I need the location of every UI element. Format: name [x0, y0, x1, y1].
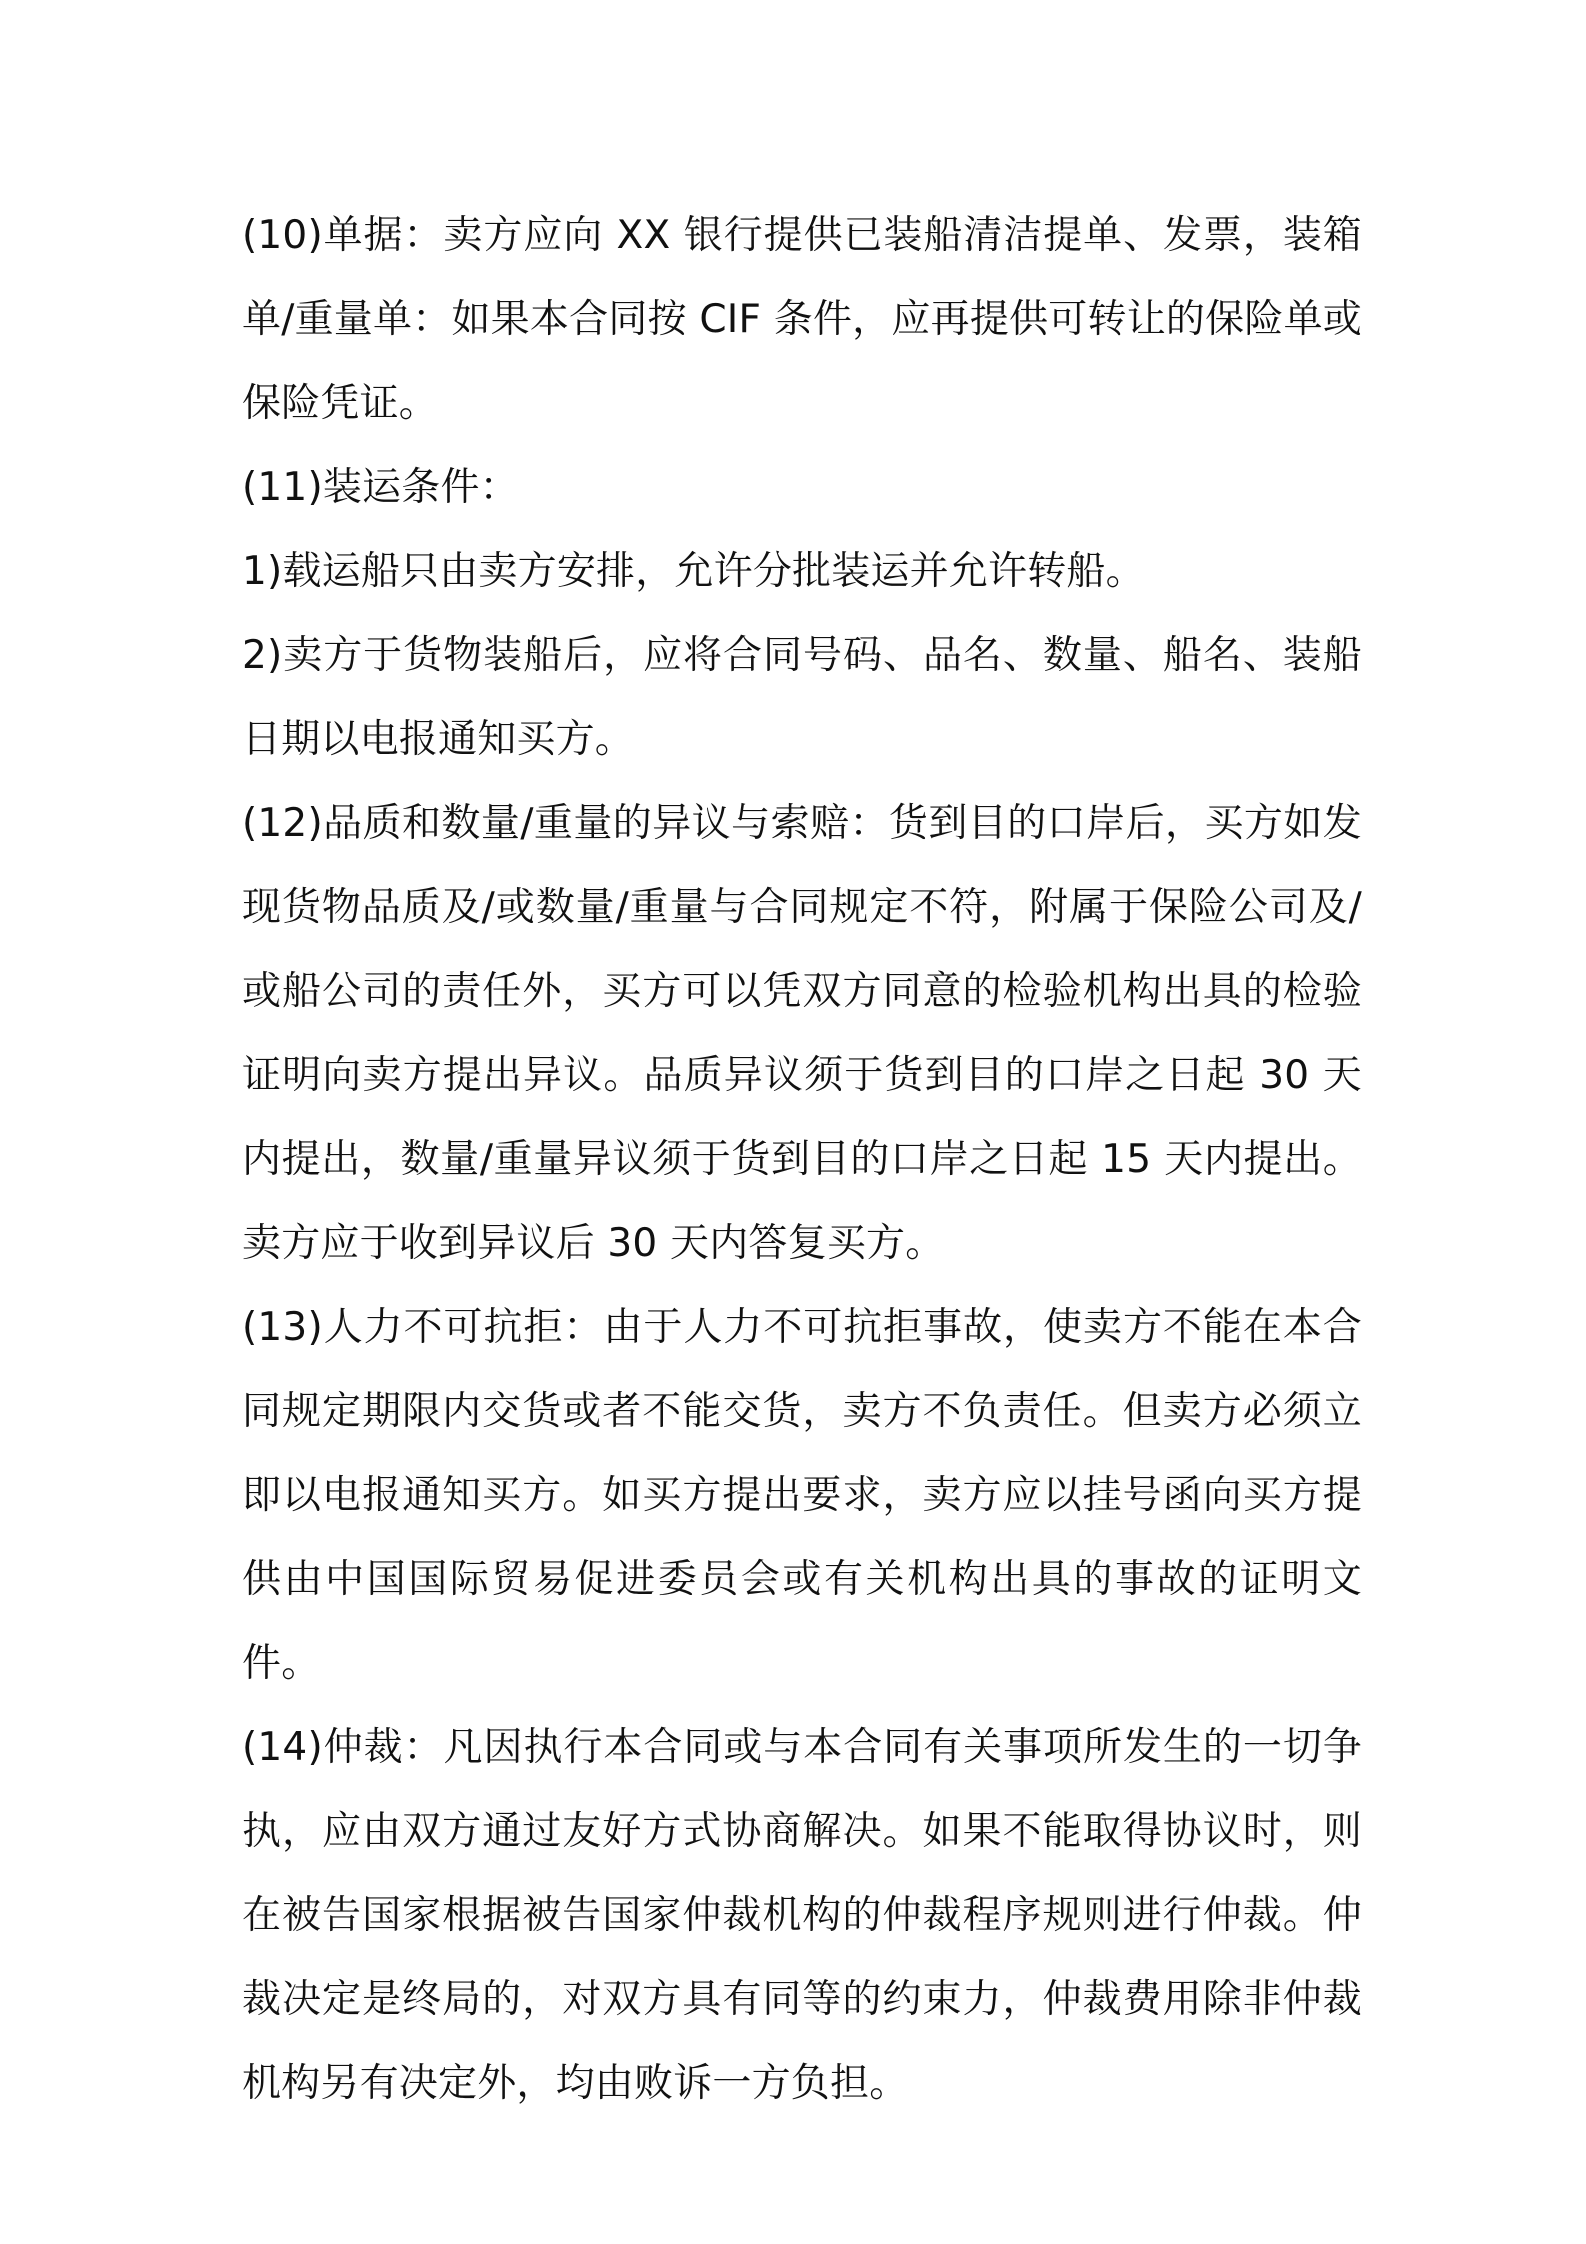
paragraph-quality-claims: (12)品质和数量/重量的异议与索赔：货到目的口岸后，买方如发现货物品质及/或数量/重量与合同规定不符，附属于保险公司及/或船公司的责任外，买方可以凭双方同意的检验机构出具的检验证明向卖方提出异议。品质异议须于货到目的口岸之日起 30 天内提出，数量/重量异议须于货到目的口岸之日起 15 天内提出。卖方应于收到异议后 30 天内答复买方。 — [242, 801, 1362, 1266]
paragraph-arbitration: (14)仲裁：凡因执行本合同或与本合同有关事项所发生的一切争执，应由双方通过友好方式协商解决。如果不能取得协议时，则在被告国家根据被告国家仲裁机构的仲裁程序规则进行仲裁。仲裁决定是终局的，对双方具有同等的约束力，仲裁费用除非仲裁机构另有决定外，均由败诉一方负担。 — [242, 1725, 1362, 2106]
document-body — [242, 194, 1362, 2126]
paragraph-shipment-item-1: 1)载运船只由卖方安排，允许分批装运并允许转船。 — [242, 549, 1145, 594]
paragraph-shipment-conditions: (11)装运条件： — [242, 465, 519, 510]
paragraph-documents: (10)单据：卖方应向 XX 银行提供已装船清洁提单、发票，装箱单/重量单：如果本合同按 CIF 条件，应再提供可转让的保险单或保险凭证。 — [242, 213, 1362, 426]
paragraph-force-majeure: (13)人力不可抗拒：由于人力不可抗拒事故，使卖方不能在本合同规定期限内交货或者不能交货，卖方不负责任。但卖方必须立即以电报通知买方。如买方提出要求，卖方应以挂号函向买方提供由中国国际贸易促进委员会或有关机构出具的事故的证明文件。 — [242, 1305, 1362, 1686]
paragraph-shipment-item-2: 2)卖方于货物装船后，应将合同号码、品名、数量、船名、装船日期以电报通知买方。 — [242, 633, 1362, 762]
